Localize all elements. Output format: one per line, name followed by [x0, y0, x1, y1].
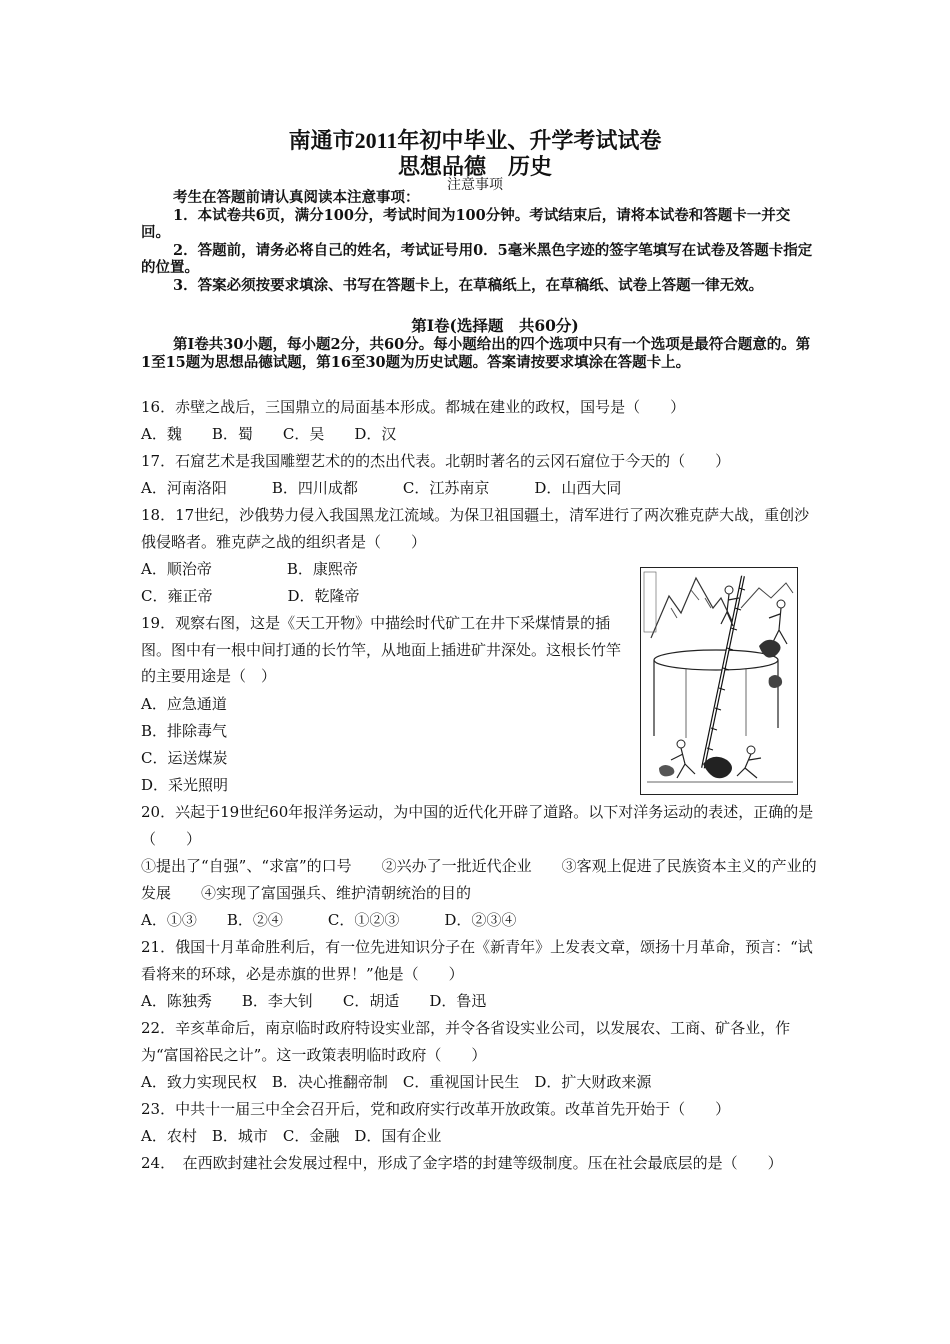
q23-stem: 23．中共十一届三中全会召开后，党和政府实行改革开放政策。改革首先开始于（ ）	[141, 1100, 731, 1118]
notice-title: 注意事项	[447, 178, 503, 193]
q23-options: A．农村 B．城市 C．金融 D．国有企业	[141, 1127, 442, 1145]
q18-options-ab: A．顺治帝 B．康熙帝	[141, 560, 358, 578]
q22-stem: 22．辛亥革命后，南京临时政府特设实业部，并令各省设实业公司，以发展农、工商、矿各业，作为“富国裕民之计”。这一政策表明临时政府（ ）	[141, 1019, 791, 1064]
q18-stem: 18．17世纪，沙俄势力侵入我国黑龙江流域。为保卫祖国疆土，清军进行了两次雅克萨大战，重创沙俄侵略者。雅克萨之战的组织者是（ ）	[141, 506, 810, 551]
section-heading: 第Ⅰ卷(选择题 共60分)	[411, 316, 579, 335]
q20-statements: ①提出了“自强”、“求富”的口号 ②兴办了一批近代企业 ③客观上促进了民族资本主义的产业的发展 ④实现了富国强兵、维护清朝统治的目的	[141, 857, 817, 902]
section-intro: 第Ⅰ卷共30小题，每小题2分，共60分。每小题给出的四个选项中只有一个选项是最符合题意的。第1至15题为思想品德试题，第16至30题为历史试题。答案请按要求填涂在答题卡上。	[141, 336, 811, 371]
q19-option-a: A．应急通道	[141, 695, 227, 713]
notice-section	[141, 189, 813, 295]
coal-mining-drawing	[641, 568, 798, 795]
exam-title: 南通市2011年初中毕业、升学考试试卷	[288, 128, 662, 153]
q21-options: A．陈独秀 B．李大钊 C．胡适 D．鲁迅	[141, 992, 487, 1010]
exam-subject: 思想品德 历史	[397, 154, 552, 179]
q24-stem: 24． 在西欧封建社会发展过程中，形成了金字塔的封建等级制度。压在社会最底层的是（ ）	[141, 1154, 783, 1172]
q21-stem: 21．俄国十月革命胜利后，有一位先进知识分子在《新青年》上发表文章，颂扬十月革命，预言：“试看将来的环球，必是赤旗的世界！”他是（ ）	[141, 938, 813, 983]
q20-options: A．①③ B．②④ C．①②③ D．②③④	[141, 911, 517, 929]
q17-options: A．河南洛阳 B．四川成都 C．江苏南京 D．山西大同	[141, 479, 622, 497]
q16-stem: 16．赤壁之战后，三国鼎立的局面基本形成。都城在建业的政权，国号是（ ）	[141, 398, 686, 416]
q18-options-cd: C．雍正帝 D．乾隆帝	[141, 587, 360, 605]
notice-item-1: 1．本试卷共6页，满分100分，考试时间为100分钟。考试结束后，请将本试卷和答题卡一并交回。	[141, 206, 791, 242]
q17-stem: 17．石窟艺术是我国雕塑艺术的的杰出代表。北朝时著名的云冈石窟位于今天的（ ）	[141, 452, 731, 470]
q19-option-c: C．运送煤炭	[141, 749, 228, 767]
notice-lead: 考生在答题前请认真阅读本注意事项：	[173, 189, 420, 206]
notice-item-2: 2．答题前，请务必将自己的姓名，考试证号用0．5毫米黑色字迹的签字笔填写在试卷及答题卡指定的位置。	[141, 241, 813, 277]
notice-item-3: 3．答案必须按要求填涂、书写在答题卡上，在草稿纸上，在草稿纸、试卷上答题一律无效。	[173, 276, 764, 294]
q22-options: A．致力实现民权 B．决心推翻帝制 C．重视国计民生 D．扩大财政来源	[141, 1073, 652, 1091]
q20-stem: 20．兴起于19世纪60年报洋务运动，为中国的近代化开辟了道路。以下对洋务运动的表述，正确的是（ ）	[141, 803, 814, 848]
coal-mining-illustration	[640, 567, 798, 795]
q19-option-d: D．采光照明	[141, 776, 229, 794]
q19-stem: 19．观察右图，这是《天工开物》中描绘时代矿工在井下采煤情景的插图。图中有一根中间打通的长竹竿，从地面上插进矿井深处。这根长竹竿的主要用途是（ ）	[141, 614, 622, 685]
q16-options: A．魏 B．蜀 C．吴 D．汉	[141, 425, 397, 443]
q19-option-b: B．排除毒气	[141, 722, 228, 740]
